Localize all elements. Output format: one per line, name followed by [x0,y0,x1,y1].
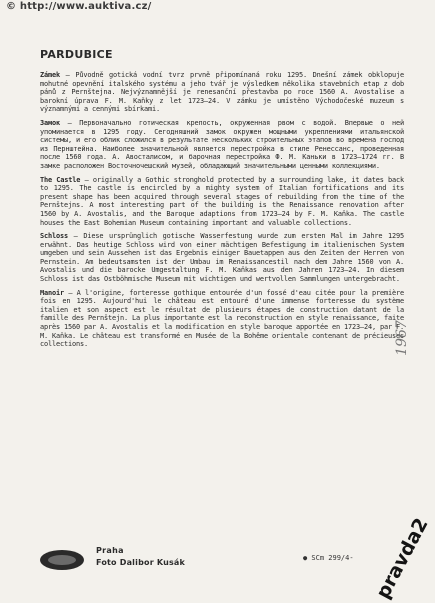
footer-place: Praha [96,546,124,555]
paragraph-text: — A l'origine, forteresse gothique entourée d'un fossé d'eau citée pour la première fois en 1295. Aujourd'hui le château est entouré d'une immense forteresse du système italien et son aspect est le résultat de plusieurs étapes de construction datant de la famille des Pernštejn. La plus importante est la reconstruction en style renaissance, faite après 1560 par A. Avostalis et la modification en style baroque apportée en 1723—24, par F. M. Kaňka. Le château est transformé en Musée de la Bohême orientale contenant de précieuses collections. [40,288,404,349]
paragraph-english [40,176,404,228]
paragraph-french [40,289,404,349]
paragraph-german [40,232,404,284]
footer [40,540,410,580]
watermark-side: pravda2 [372,514,433,603]
footer-photo-credit: Foto Dalibor Kusák [96,558,186,567]
document-body [40,48,404,354]
footer-code: ● SCm 299/4- [303,554,354,562]
document-title: PARDUBICE [40,48,113,61]
paragraph-russian [40,119,404,171]
paragraph-text: — originally a Gothic stronghold protected by a surrounding lake, it dates back to 1295. The castle is encircled by a mighty system of Italian fortifications and its present shape has been acquired through several stages of rebuilding from the time of the Pernštejns. A most interesting part of the building is the Renaissance renovation after 1560 by A. Avostalis, and the Baroque adaptions from 1723—24 by F. M. Kaňka. The castle houses the East Bohemian Museum containing important and valuable collections. [40,175,404,227]
paragraph-czech [40,71,404,114]
watermark-url: © http://www.auktiva.cz/ [6,1,152,12]
paragraph-text: — Diese ursprünglich gotische Wasserfestung wurde zum ersten Mal im Jahre 1295 erwähnt. Das heutige Schloss wird von einer mächtigen Befestigung im italienischen System umgeben und sein Aussehen ist das Ergebnis einiger Bauetappen aus den Zeiten der Herren von Pernstein. Am bedeutsamsten ist der Umbau im Renaissancestil nach dem Jahre 1560 von A. Avostalis und die barocke Umgestaltung F. M. Kaňkas aus den Jahren 1723—24. In diesem Schloss ist das Ostböhmische Museum mit wichtigen und wertvollen Sammlungen untergebracht. [40,232,404,284]
paragraph-lead: Schloss [40,232,68,241]
paragraph-text: — Původně gotická vodní tvrz prvně připomínaná roku 1295. Dnešní zámek obklopuje mohutné opevnění italského systému a jeho tvář je výsledkem několika stavebních etap z dob pánů z Pernštejna. Nejvýznamnější je renesanční přestavba po roce 1560 A. Avostalise a barokní úprava F. M. Kaňky z let 1723—24. V zámku je umístěno Východočeské muzeum s významnými a cennými sbírkami. [40,71,404,114]
paragraph-lead: The Castle [40,175,81,184]
paragraph-lead: Замок [40,118,60,127]
paragraph-text: — Первоначально готическая крепость, окруженная рвом с водой. Впервые о ней упоминается в 1295 году. Сегодняшний замок окружен мощными укреплениями итальянской системы, и его облик сложился в результате нескольких строительных этапов во времена господ из Пернштейна. Наиболее значительной является перестройка в стиле Ренессанс, проведенная после 1560 года. А. Авосталисом, и барочная перестройка Ф. М. Каньки в 1723—1724 гг. В замке расположен Восточночешский музей, обладающий значительными ценными коллекциями. [40,118,404,170]
publisher-logo-icon [40,550,84,570]
paragraph-lead: Zámek [40,71,60,79]
paragraph-lead: Manoir [40,288,64,297]
handwritten-note: 1967 [393,320,410,356]
